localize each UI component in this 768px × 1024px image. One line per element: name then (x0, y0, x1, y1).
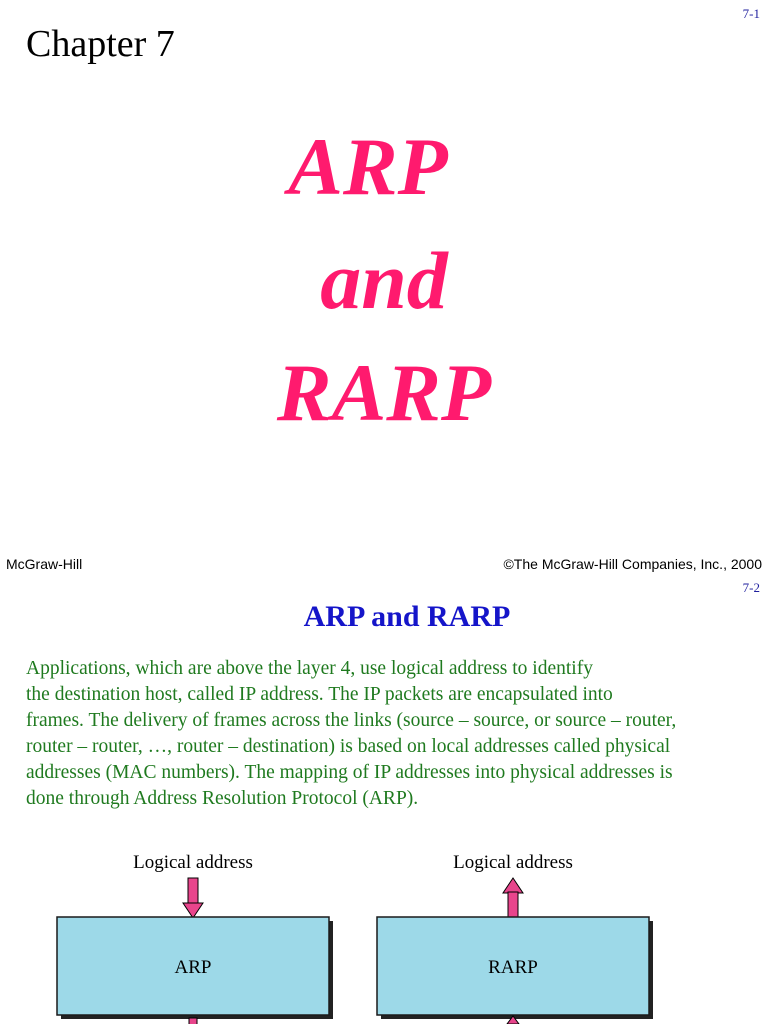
arrow-stub (189, 1018, 197, 1024)
footer-copyright: ©The McGraw-Hill Companies, Inc., 2000 (503, 556, 762, 572)
chapter-label: Chapter 7 (26, 23, 175, 65)
page-number: 7-2 (742, 580, 760, 595)
right-top-label: Logical address (453, 852, 573, 873)
title-line-rarp: RARP (276, 347, 492, 438)
title-line-and: and (320, 235, 448, 326)
title-line-arp: ARP (288, 121, 448, 212)
arp-rarp-diagram (56, 842, 656, 1024)
arrow-down-icon (183, 878, 203, 918)
slide-7-2 (0, 580, 768, 1024)
page-number: 7-1 (742, 6, 760, 21)
footer-publisher: McGraw-Hill (6, 556, 83, 572)
arrow-up-icon (503, 878, 523, 917)
slide-body-text: Applications, which are above the layer 4, use logical address to identify the destination host, called IP address. The IP packets are encapsulated into frames. The delivery of frames across the links (source – source, or source – router, router – router, …, router – destination) is based on local addresses called physical addresses (MAC numbers). The mapping of IP addresses into physical addresses is done through Address Resolution Protocol (ARP). (26, 658, 677, 809)
left-top-label: Logical address (133, 852, 253, 873)
arp-box-label: ARP (174, 957, 212, 978)
slide-title: ARP and RARP (303, 600, 511, 633)
rarp-box-label: RARP (488, 957, 538, 978)
